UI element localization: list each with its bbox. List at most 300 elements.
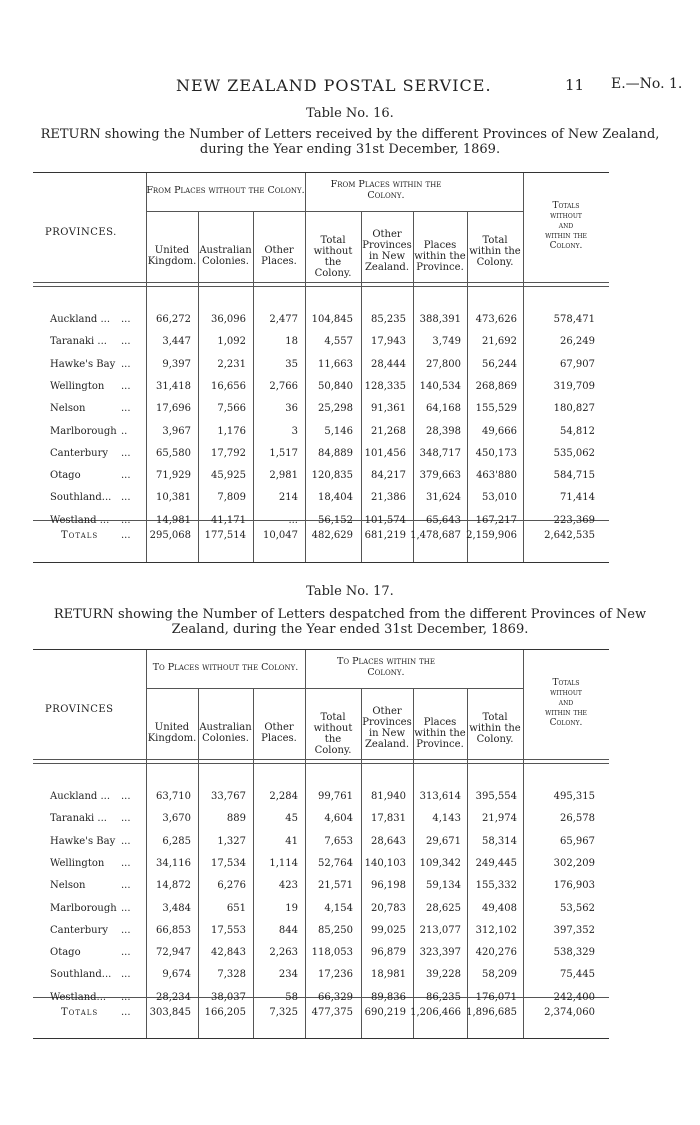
group-heading-without-colony: To Places without the Colony.	[152, 662, 299, 673]
value-cell: 35	[285, 358, 298, 370]
value-cell: 1,092	[217, 336, 246, 348]
leader-dots: ...	[121, 403, 131, 415]
value-cell: 1,517	[269, 447, 298, 459]
value-cell: 101,456	[364, 447, 406, 459]
header-rule	[33, 759, 609, 760]
value-cell: 844	[278, 924, 298, 936]
province-name: Marlborough	[50, 902, 117, 914]
column-heading	[523, 678, 609, 728]
value-cell: 9,674	[162, 969, 191, 981]
leader-dots: ...	[121, 380, 131, 392]
province-name: Wellington	[50, 380, 105, 392]
value-cell: 41	[285, 835, 298, 847]
province-name: Auckland ...	[50, 314, 111, 325]
value-cell: 96,879	[371, 947, 406, 959]
value-cell: 58,209	[482, 969, 517, 981]
value-cell: 118,053	[311, 947, 353, 959]
value-cell: 19	[285, 902, 298, 914]
column-heading-line: Colony.	[549, 718, 583, 728]
column-heading-line: Kingdom.	[147, 256, 197, 267]
column-heading-line: Colonies.	[202, 256, 249, 267]
value-cell: 7,566	[217, 403, 246, 415]
value-cell: 167,217	[475, 514, 517, 526]
value-cell: 28,234	[156, 991, 191, 1003]
column-heading-line: Kingdom.	[147, 733, 197, 744]
column-heading	[467, 235, 523, 268]
value-cell: 99,025	[371, 924, 406, 936]
value-cell: 34,116	[156, 857, 191, 869]
column-heading-line: and	[558, 221, 574, 231]
value-cell: 49,408	[482, 902, 517, 914]
column-heading	[361, 706, 413, 750]
column-heading-line: in New	[368, 728, 406, 739]
value-cell: 85,250	[318, 924, 353, 936]
page-number: 11	[565, 76, 585, 94]
value-cell: 4,143	[432, 813, 461, 825]
value-cell: 242,400	[553, 991, 595, 1003]
leader-dots: ...	[121, 336, 131, 348]
column-heading-line: within the	[469, 246, 521, 257]
value-cell: 4,154	[324, 902, 353, 914]
value-cell: 213,077	[419, 924, 461, 936]
value-cell: 52,764	[318, 857, 353, 869]
value-cell: 18,404	[318, 492, 353, 504]
column-heading-line: Colony.	[314, 268, 352, 279]
value-cell: 21,386	[371, 492, 406, 504]
table-16-description-line1: RETURN showing the Number of Letters received by the different Provinces of New Zealand,	[40, 127, 660, 142]
column-heading-line: Totals	[552, 201, 580, 211]
value-cell: 397,352	[553, 924, 595, 936]
value-cell: 45	[285, 813, 298, 825]
value-cell: 214	[278, 492, 298, 504]
value-cell: 2,642,535	[544, 530, 595, 541]
column-heading-line: Province.	[416, 262, 464, 273]
value-cell: 27,800	[426, 358, 461, 370]
value-cell: 65,967	[560, 835, 595, 847]
province-name: Wellington	[50, 857, 105, 869]
table-17-description-line2: Zealand, during the Year ended 31st December, 1869.	[171, 622, 529, 637]
value-cell: 85,235	[371, 314, 406, 325]
value-cell: ...	[288, 514, 298, 526]
table-16	[33, 172, 609, 563]
value-cell: 20,783	[371, 902, 406, 914]
province-name: Otago	[50, 947, 81, 959]
column-heading-line: Total	[482, 235, 508, 246]
value-cell: 535,062	[553, 447, 595, 459]
group-heading-within-line2: Colony.	[367, 190, 405, 201]
value-cell: 26,249	[560, 336, 595, 348]
table-17-number: Table No. 17.	[306, 584, 394, 599]
table-16-description	[30, 127, 670, 157]
column-heading-line: Colonies.	[202, 733, 249, 744]
value-cell: 2,231	[217, 358, 246, 370]
value-cell: 21,571	[318, 880, 353, 892]
value-cell: 155,332	[475, 880, 517, 892]
leader-dots: ...	[121, 991, 131, 1003]
column-heading-line: Places	[423, 717, 457, 728]
value-cell: 6,285	[162, 835, 191, 847]
column-heading-line: within the	[469, 723, 521, 734]
column-heading-line: Other	[372, 706, 402, 717]
value-cell: 2,766	[269, 380, 298, 392]
value-cell: 166,205	[204, 1007, 246, 1018]
value-cell: 38,037	[211, 991, 246, 1003]
value-cell: 17,943	[371, 336, 406, 348]
group-heading-within-line1: From Places within the	[330, 179, 442, 190]
table-17	[33, 649, 609, 1039]
column-heading-line: Zealand.	[364, 262, 409, 273]
value-cell: 31,418	[156, 380, 191, 392]
value-cell: 58,314	[482, 835, 517, 847]
value-cell: 75,445	[560, 969, 595, 981]
group-heading-within-line2: Colony.	[367, 667, 405, 678]
value-cell: 140,534	[419, 380, 461, 392]
value-cell: 578,471	[553, 314, 595, 325]
column-heading-line: without	[550, 211, 582, 221]
province-name: Nelson	[50, 880, 86, 892]
column-heading-line: Colony.	[314, 745, 352, 756]
value-cell: 81,940	[371, 791, 406, 802]
value-cell: 477,375	[311, 1007, 353, 1018]
column-heading	[413, 240, 467, 273]
value-cell: 2,263	[269, 947, 298, 959]
value-cell: 17,534	[211, 857, 246, 869]
value-cell: 1,478,687	[410, 530, 461, 541]
leader-dots: ...	[121, 791, 131, 802]
leader-dots: ...	[121, 835, 131, 847]
province-name: Otago	[50, 470, 81, 482]
column-heading-line: without the	[313, 246, 353, 268]
province-name: Auckland ...	[50, 791, 111, 802]
column-heading-line: Colony.	[476, 257, 514, 268]
value-cell: 302,209	[553, 857, 595, 869]
leader-dots: ...	[121, 902, 131, 914]
table-row	[33, 470, 609, 492]
table-row	[33, 880, 609, 902]
value-cell: 10,381	[156, 492, 191, 504]
value-cell: 348,717	[419, 447, 461, 459]
value-cell: 67,907	[560, 358, 595, 370]
column-heading-line: in New	[368, 251, 406, 262]
column-heading-line: Other	[264, 722, 294, 733]
value-cell: 313,614	[419, 791, 461, 802]
value-cell: 53,562	[560, 902, 595, 914]
leader-dots: ...	[121, 857, 131, 869]
province-name: Canterbury	[50, 924, 109, 936]
value-cell: 14,872	[156, 880, 191, 892]
province-name: Hawke's Bay	[50, 358, 116, 370]
value-cell: 56,244	[482, 358, 517, 370]
value-cell: 2,981	[269, 470, 298, 482]
value-cell: 14,981	[156, 514, 191, 526]
group-header-rule	[146, 688, 523, 689]
value-cell: 28,444	[371, 358, 406, 370]
value-cell: 889	[226, 813, 246, 825]
leader-dots: ...	[121, 492, 131, 504]
value-cell: 176,071	[475, 991, 517, 1003]
leader-dots: ..	[121, 425, 128, 437]
value-cell: 249,445	[475, 857, 517, 869]
value-cell: 89,836	[371, 991, 406, 1003]
header-rule	[33, 763, 609, 764]
column-heading-line: Places.	[261, 256, 297, 267]
value-cell: 101,574	[364, 514, 406, 526]
value-cell: 651	[226, 902, 246, 914]
value-cell: 6,276	[217, 880, 246, 892]
value-cell: 17,831	[371, 813, 406, 825]
leader-dots: ...	[121, 1007, 131, 1018]
value-cell: 234	[278, 969, 298, 981]
column-heading-line: within the	[414, 728, 466, 739]
value-cell: 63,710	[156, 791, 191, 802]
value-cell: 177,514	[204, 530, 246, 541]
province-name: Southland...	[50, 969, 112, 981]
value-cell: 450,173	[475, 447, 517, 459]
value-cell: 54,812	[560, 425, 595, 437]
column-heading	[305, 712, 361, 756]
header-rule	[33, 286, 609, 287]
value-cell: 21,974	[482, 813, 517, 825]
leader-dots: ...	[121, 358, 131, 370]
value-cell: 423	[278, 880, 298, 892]
value-cell: 65,580	[156, 447, 191, 459]
value-cell: 1,327	[217, 835, 246, 847]
value-cell: 3,670	[162, 813, 191, 825]
group-heading-within-colony	[305, 179, 467, 201]
group-heading-within-colony	[305, 656, 467, 678]
value-cell: 584,715	[553, 470, 595, 482]
value-cell: 223,369	[553, 514, 595, 526]
value-cell: 17,696	[156, 403, 191, 415]
value-cell: 7,325	[269, 1007, 298, 1018]
value-cell: 66,329	[318, 991, 353, 1003]
table-row	[33, 426, 609, 448]
column-heading	[146, 245, 198, 267]
value-cell: 42,843	[211, 947, 246, 959]
value-cell: 1,206,466	[410, 1007, 461, 1018]
value-cell: 473,626	[475, 314, 517, 325]
value-cell: 71,414	[560, 492, 595, 504]
value-cell: 463'880	[476, 470, 517, 482]
column-heading-line: Australian	[199, 245, 252, 256]
value-cell: 71,929	[156, 470, 191, 482]
header-rule	[33, 282, 609, 283]
value-cell: 7,328	[217, 969, 246, 981]
stub-heading: PROVINCES	[45, 704, 114, 715]
column-heading-line: Total	[320, 235, 346, 246]
value-cell: 2,374,060	[544, 1007, 595, 1018]
value-cell: 9,397	[162, 358, 191, 370]
column-heading	[413, 717, 467, 750]
value-cell: 96,198	[371, 880, 406, 892]
value-cell: 4,557	[324, 336, 353, 348]
value-cell: 312,102	[475, 924, 517, 936]
column-heading	[305, 235, 361, 279]
table-row	[33, 492, 609, 514]
column-heading-line: within the	[545, 231, 587, 241]
value-cell: 86,235	[426, 991, 461, 1003]
value-cell: 29,671	[426, 835, 461, 847]
value-cell: 36	[285, 403, 298, 415]
table-row	[33, 836, 609, 858]
leader-dots: ...	[121, 947, 131, 959]
value-cell: 45,925	[211, 470, 246, 482]
table-row	[33, 791, 609, 813]
value-cell: 10,047	[263, 530, 298, 541]
province-name: Westland...	[50, 991, 107, 1003]
column-heading	[253, 722, 305, 744]
value-cell: 7,809	[217, 492, 246, 504]
table-row	[33, 448, 609, 470]
column-heading-line: Total	[320, 712, 346, 723]
column-heading-line: Other	[372, 229, 402, 240]
column-heading	[198, 722, 253, 744]
value-cell: 49,666	[482, 425, 517, 437]
province-name: Taranaki ...	[50, 813, 107, 825]
province-name: Westland ...	[50, 514, 110, 526]
column-heading-line: within the	[545, 708, 587, 718]
value-cell: 538,329	[553, 947, 595, 959]
leader-dots: ...	[121, 314, 131, 325]
group-header-rule	[146, 211, 523, 212]
value-cell: 21,692	[482, 336, 517, 348]
leader-dots: ...	[121, 813, 131, 825]
value-cell: 388,391	[419, 314, 461, 325]
column-heading-line: Colony.	[476, 734, 514, 745]
value-cell: 268,869	[475, 380, 517, 392]
page-header-title: NEW ZEALAND POSTAL SERVICE.	[176, 76, 492, 95]
table-row	[33, 314, 609, 336]
table-row	[33, 813, 609, 835]
table-row	[33, 336, 609, 358]
value-cell: 84,217	[371, 470, 406, 482]
table-row	[33, 359, 609, 381]
column-heading	[467, 712, 523, 745]
value-cell: 379,663	[419, 470, 461, 482]
value-cell: 28,625	[426, 902, 461, 914]
stub-heading: PROVINCES.	[45, 227, 117, 238]
leader-dots: ...	[121, 447, 131, 459]
value-cell: 3,447	[162, 336, 191, 348]
group-heading-within-line1: To Places within the	[337, 656, 435, 667]
value-cell: 65,643	[426, 514, 461, 526]
value-cell: 2,159,906	[466, 530, 517, 541]
totals-row	[33, 1007, 609, 1029]
value-cell: 66,853	[156, 924, 191, 936]
value-cell: 53,010	[482, 492, 517, 504]
province-name: Marlborough	[50, 425, 117, 437]
column-heading	[523, 201, 609, 251]
table-row	[33, 925, 609, 947]
table-row	[33, 903, 609, 925]
table-16-number: Table No. 16.	[306, 106, 394, 121]
column-heading-line: and	[558, 698, 574, 708]
value-cell: 39,228	[426, 969, 461, 981]
province-name: Hawke's Bay	[50, 835, 116, 847]
value-cell: 36,096	[211, 314, 246, 325]
value-cell: 2,477	[269, 314, 298, 325]
value-cell: 180,827	[553, 403, 595, 415]
province-name: Southland...	[50, 492, 112, 504]
value-cell: 11,663	[318, 358, 353, 370]
group-heading-without-colony: From Places without the Colony.	[146, 185, 305, 196]
value-cell: 3,749	[432, 336, 461, 348]
value-cell: 99,761	[318, 791, 353, 802]
value-cell: 109,342	[419, 857, 461, 869]
column-heading-line: Total	[482, 712, 508, 723]
value-cell: 323,397	[419, 947, 461, 959]
province-name: Canterbury	[50, 447, 109, 459]
province-name: Nelson	[50, 403, 86, 415]
column-heading-line: Province.	[416, 739, 464, 750]
table-17-description-line1: RETURN showing the Number of Letters despatched from the different Provinces of New	[53, 607, 647, 622]
column-heading-line: Provinces	[362, 240, 412, 251]
column-heading-line: United	[154, 245, 190, 256]
column-heading	[146, 722, 198, 744]
value-cell: 319,709	[553, 380, 595, 392]
value-cell: 3,967	[162, 425, 191, 437]
totals-label: Totals	[61, 1007, 99, 1018]
table-16-description-line2: during the Year ending 31st December, 1869.	[199, 142, 501, 157]
value-cell: 128,335	[364, 380, 406, 392]
document-code: E.—No. 1.	[611, 76, 683, 92]
value-cell: 64,168	[426, 403, 461, 415]
value-cell: 33,767	[211, 791, 246, 802]
column-heading-line: Zealand.	[364, 739, 409, 750]
column-heading	[253, 245, 305, 267]
value-cell: 26,578	[560, 813, 595, 825]
column-heading-line: Places	[423, 240, 457, 251]
value-cell: 66,272	[156, 314, 191, 325]
value-cell: 1,176	[217, 425, 246, 437]
totals-label: Totals	[61, 530, 99, 541]
value-cell: 295,068	[149, 530, 191, 541]
column-heading-line: Places.	[261, 733, 297, 744]
value-cell: 395,554	[475, 791, 517, 802]
column-heading-line: without the	[313, 723, 353, 745]
column-heading-line: within the	[414, 251, 466, 262]
column-heading	[361, 229, 413, 273]
value-cell: 18	[285, 336, 298, 348]
column-heading-line: Other	[264, 245, 294, 256]
value-cell: 72,947	[156, 947, 191, 959]
column-heading-line: Australian	[199, 722, 252, 733]
value-cell: 16,656	[211, 380, 246, 392]
column-heading-line: without	[550, 688, 582, 698]
value-cell: 176,903	[553, 880, 595, 892]
value-cell: 120,835	[311, 470, 353, 482]
table-row	[33, 947, 609, 969]
value-cell: 104,845	[311, 314, 353, 325]
value-cell: 7,653	[324, 835, 353, 847]
column-heading-line: Totals	[552, 678, 580, 688]
value-cell: 5,146	[324, 425, 353, 437]
leader-dots: ...	[121, 514, 131, 526]
value-cell: 28,643	[371, 835, 406, 847]
value-cell: 28,398	[426, 425, 461, 437]
leader-dots: ...	[121, 969, 131, 981]
table-row	[33, 858, 609, 880]
value-cell: 21,268	[371, 425, 406, 437]
value-cell: 50,840	[318, 380, 353, 392]
table-17-description	[40, 607, 660, 637]
column-heading-line: Colony.	[549, 241, 583, 251]
value-cell: 17,553	[211, 924, 246, 936]
value-cell: 303,845	[149, 1007, 191, 1018]
value-cell: 4,604	[324, 813, 353, 825]
province-name: Taranaki ...	[50, 336, 107, 348]
leader-dots: ...	[121, 470, 131, 482]
